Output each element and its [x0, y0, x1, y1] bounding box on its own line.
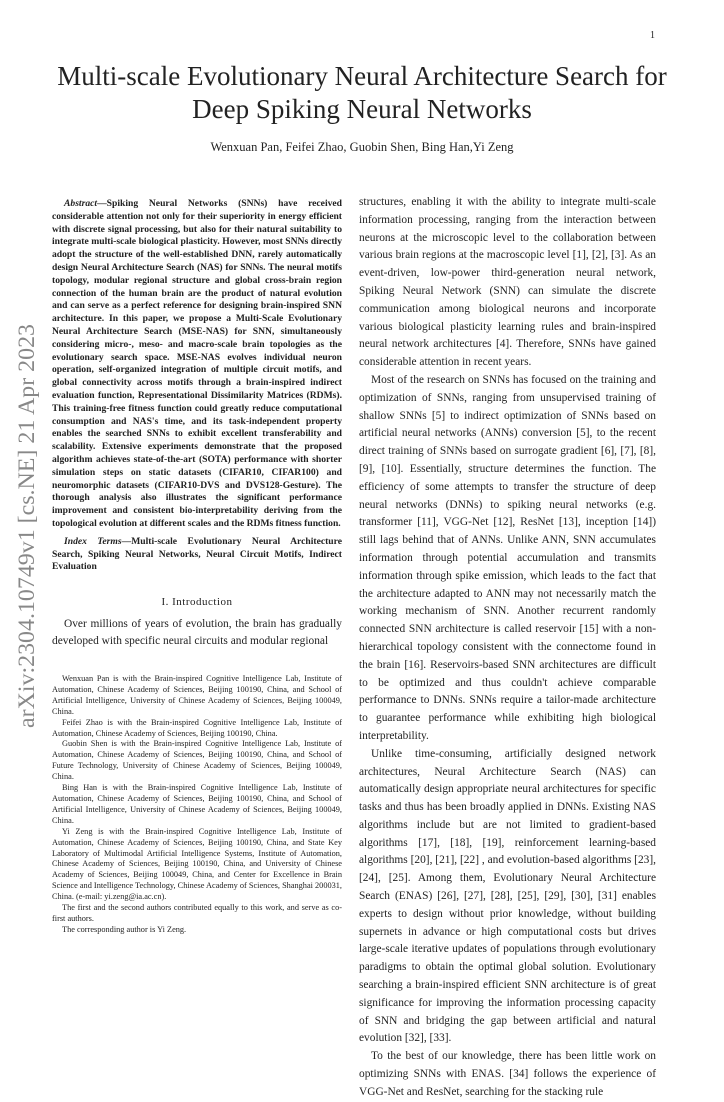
footnote: Guobin Shen is with the Brain-inspired Cognitive Intelligence Lab, Institute of Automation, Chinese Academy of Sciences, Beijing 100190, China, and School of Future Technology, University of Chinese Academy of Sciences, Beijing 100049, China.	[52, 739, 342, 782]
abstract	[52, 198, 342, 531]
author-list: Wenxuan Pan, Feifei Zhao, Guobin Shen, Bing Han,Yi Zeng	[210, 140, 514, 154]
footnotes	[52, 674, 342, 936]
body-paragraph: Unlike time-consuming, artificially designed network architectures, Neural Architecture Search (NAS) can automatically design appropriate neural architectures for specific tasks and thus has been broadly applied in DNNs. Existing NAS algorithms include but are not limited to gradient-based algorithms [17], [18], [19], reinforcement learning-based algorithms [20], [21], [22] , and evolution-based algorithms [23], [24], [25]. Among them, Evolutionary Neural Architecture Search (ENAS) [26], [27], [28], [25], [29], [30], [31] enables experts to design without prior knowledge, without building supernets in advance or high computational costs but drives large-scale iterative updates of populations through evolutionary paradigms to obtain the optimal global solution. Evolutionary searching a brain-inspired efficient SNN architecture is of great significance for improving the information processing capacity of SNN and bridging the gap between artificial and natural evolution [32], [33].	[359, 747, 656, 1045]
footnote: The corresponding author is Yi Zeng.	[62, 924, 187, 934]
footnote: Wenxuan Pan is with the Brain-inspired Cognitive Intelligence Lab, Institute of Automation, Chinese Academy of Sciences, Beijing 100190, China, and School of Artificial Intelligence, University of Chinese Academy of Sciences, Beijing 100049, China.	[52, 674, 342, 716]
index-terms-text: —Multi-scale Evolutionary Neural Architecture Search, Spiking Neural Networks, Neural Circuit Motifs, Indirect Evaluation	[52, 535, 342, 573]
abstract-label: Abstract	[64, 198, 98, 209]
footnote: The first and the second authors contributed equally to this work, and serve as co-first authors.	[52, 903, 342, 923]
arxiv-stamp	[10, 320, 40, 730]
footnote: Feifei Zhao is with the Brain-inspired Cognitive Intelligence Lab, Institute of Automation, Chinese Academy of Sciences, Beijing 100190, China.	[52, 717, 342, 738]
section-heading: I. Introduction	[161, 596, 233, 609]
index-terms-label: Index Terms	[64, 535, 122, 547]
body-paragraph: Most of the research on SNNs has focused on the training and optimization of SNNs, ranging from unsupervised training of shallow SNNs [5] to indirect optimization of SNNs based on artificial neural networks (ANNs) conversion [5], to the recent direct training of SNNs based on surrogate gradient [6], [7], [8], [9], [10]. Essentially, structure determines the function. The efficiency of some attempts to transfer the structure of deep neural networks (DNNs) to spiking neural networks (e.g. transformer [11], VGG-Net [12], ResNet [13], inception [14]) still lags behind that of ANNs. Unlike ANN, SNN accumulates information through potential accumulation and transmits information through spike emission, which leads to the fact that the architecture adapted to ANN may not necessarily match the working mechanism of SNN. Another recurrent randomly connected SNN architecture is called reservoir [15] with a non-hierarchical topology consistent with the connectome found in the brain [16]. Reservoirs-based SNN architectures are difficult to be optimized and thus couldn't achieve comparable performance to DNNs. SNNs require a tailor-made architecture to guarantee performance while exhibiting high biological interpretability.	[359, 373, 656, 742]
footnote: Yi Zeng is with the Brain-inspired Cognitive Intelligence Lab, Institute of Automation, Chinese Academy of Sciences, Beijing 100190, China, and State Key Laboratory of Multimodal Artificial Intelligence Systems, Institute of Automation, Chinese Academy of Sciences, Beijing 100190, China, and University of Chinese Academy of Sciences, Beijing 100049, China, and Center for Excellence in Brain Science and Intelligence Technology, Chinese Academy of Sciences, Shanghai 200031, China. (e-mail: yi.zeng@ia.ac.cn).	[52, 826, 342, 902]
arxiv-stamp-text: arXiv:2304.10749v1 [cs.NE] 21 Apr 2023	[14, 339, 39, 728]
body-paragraph: structures, enabling it with the ability to integrate multi-scale information processing, ranging from the interaction between neurons at the microscopic level to the collaboration between various brain regions at the macroscopic level [1], [2], [3]. As an event-driven, low-power third-generation neural network, Spiking Neural Network (SNN) can simulate the discrete communication among biological neurons and incorporate various biological plasticity learning rules and brain-inspired neural network architectures [4]. Therefore, SNNs have gained considerable attention in recent years.	[359, 196, 656, 369]
intro-paragraph: Over millions of years of evolution, the brain has gradually developed with specific neural circuits and modular regional	[52, 618, 342, 648]
body-paragraph: To the best of our knowledge, there has been little work on optimizing SNNs with ENAS. [34] follows the experience of VGG-Net and ResNet, searching for the stacking rule	[359, 1050, 656, 1098]
left-column	[52, 198, 342, 650]
footnote: Bing Han is with the Brain-inspired Cognitive Intelligence Lab, Institute of Automation, Chinese Academy of Sciences, Beijing 100190, China, and School of Artificial Intelligence, University of Chinese Academy of Sciences, Beijing 100049, China.	[52, 783, 342, 825]
abstract-text: —Spiking Neural Networks (SNNs) have received considerable attention not only for their superiority in energy efficient with discrete signal processing, but also for their natural suitability to integrate multi-scale biological plasticity. However, most SNNs directly adopt the structure of the well-established DNN, rarely automatically design Neural Architecture Search (NAS) for SNNs. The neural motifs topology, modular regional structure and global cross-brain region connection of the human brain are the product of natural evolution and can serve as a perfect reference for designing brain-inspired SNN architecture. In this paper, we propose a Multi-Scale Evolutionary Neural Architecture Search (MSE-NAS) for SNN, simultaneously considering micro-, meso- and macro-scale brain topologies as the evolutionary search space. MSE-NAS evolves individual neuron operation, self-organized integration of multiple circuit motifs, and global connectivity across motifs through a brain-inspired indirect evaluation function, Representational Dissimilarity Matrices (RDMs). This training-free fitness function could greatly reduce computational consumption and NAS's time, and its task-independent property enables the searched SNNs to exhibit excellent transferability and scalability. Extensive experiments demonstrate that the proposed algorithm achieves state-of-the-art (SOTA) performance with shorter simulation steps on static datasets (CIFAR10, CIFAR100) and neuromorphic datasets (CIFAR10-DVS and DVS128-Gesture). The thorough analysis also illustrates the significant performance improvement and consistent bio-interpretability deriving from the topological evolution at different scales and the RDMs fitness function.	[52, 198, 342, 529]
index-terms	[52, 536, 342, 574]
right-column	[359, 194, 656, 1102]
paper-title: Multi-scale Evolutionary Neural Architecture Search for Deep Spiking Neural Networks	[57, 61, 667, 124]
page-number: 1	[650, 30, 655, 41]
